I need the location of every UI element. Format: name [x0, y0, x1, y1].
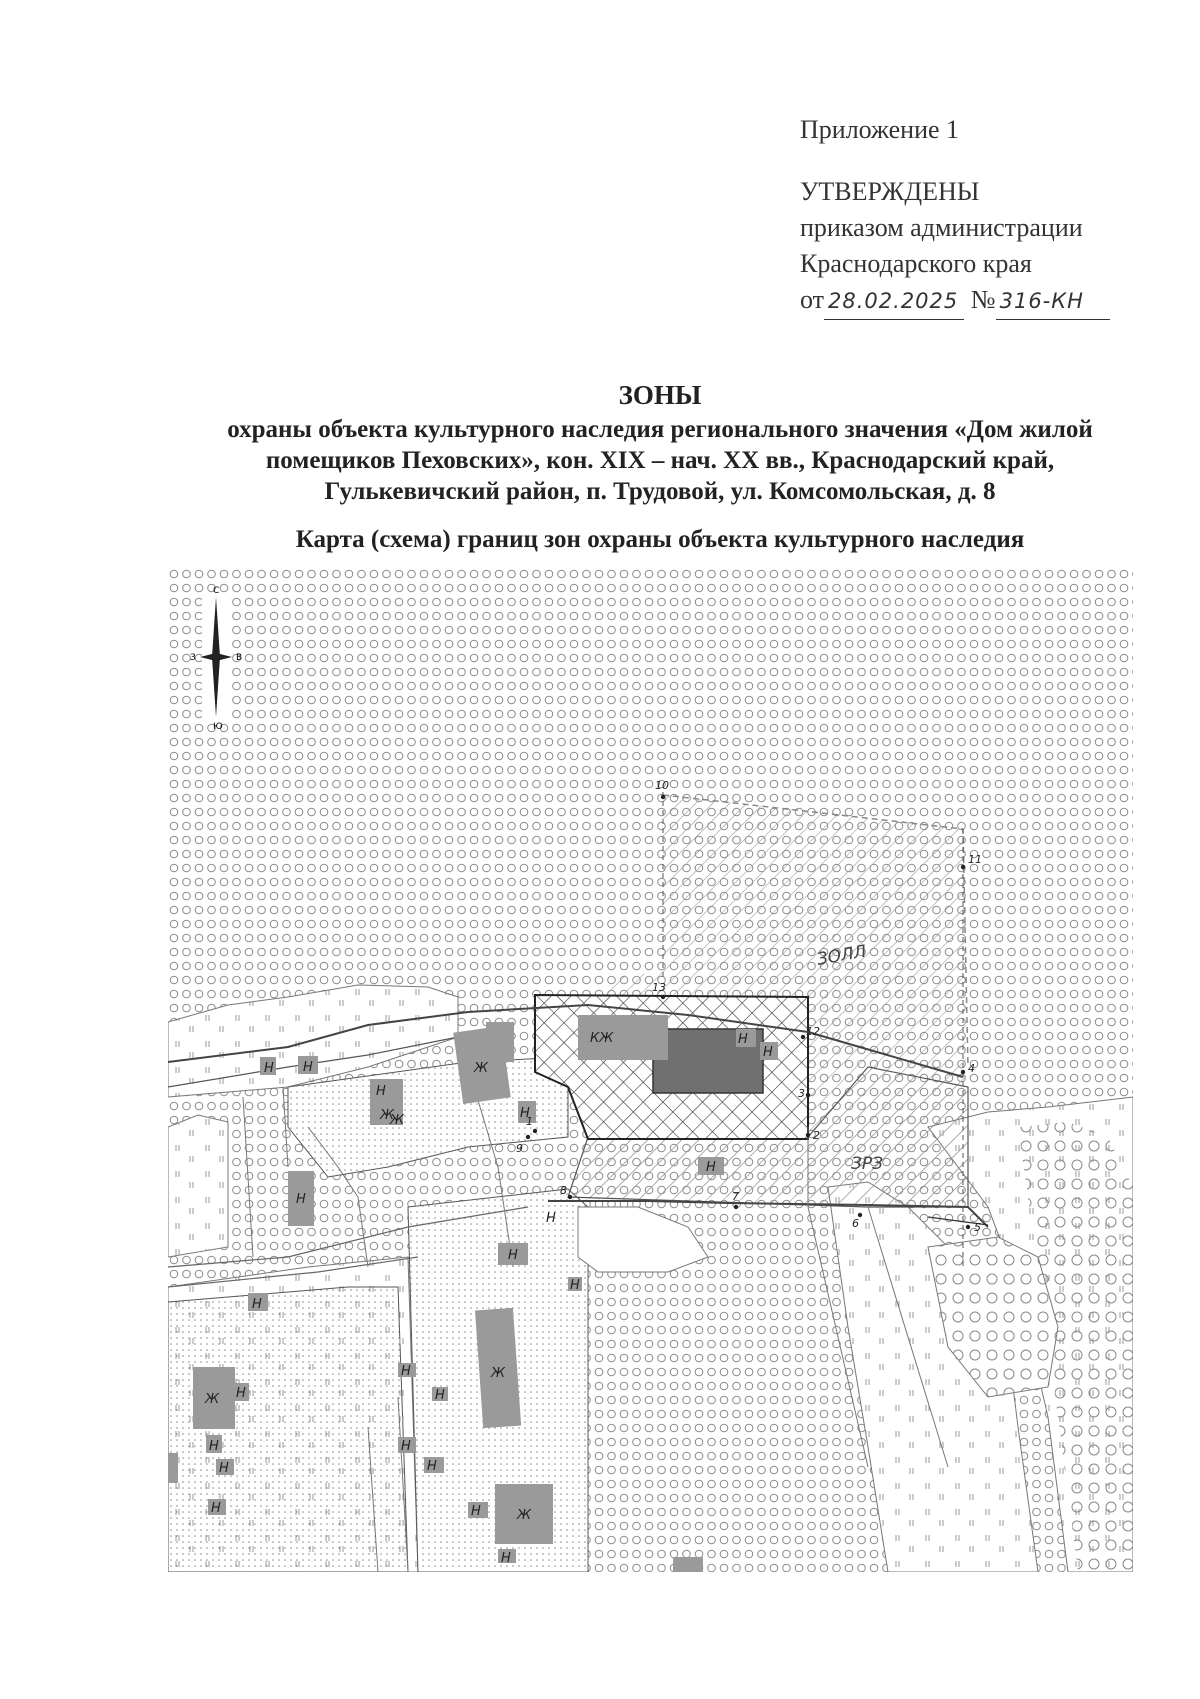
- label-n: Н: [763, 1045, 773, 1060]
- point-12: 12: [806, 1025, 820, 1038]
- point-3: 3: [798, 1087, 805, 1100]
- zone-label-zrz: ЗРЗ: [851, 1154, 884, 1174]
- date-prefix: от: [800, 285, 825, 314]
- point-6: 6: [852, 1217, 859, 1230]
- label-n: Н: [376, 1084, 386, 1099]
- title-heading: ЗОНЫ: [618, 380, 702, 410]
- point-13: 13: [652, 981, 666, 994]
- label-n: Н: [427, 1459, 437, 1474]
- label-n: Н: [546, 1211, 556, 1226]
- label-n: Н: [706, 1160, 716, 1175]
- label-n: Н: [401, 1364, 411, 1379]
- point-7: 7: [732, 1190, 739, 1203]
- label-kzh: КЖ: [590, 1031, 614, 1046]
- label-zh: Ж: [474, 1061, 489, 1076]
- point-11: 11: [968, 853, 982, 866]
- order-date: 28.02.2025: [824, 283, 964, 320]
- compass-south: Ю: [213, 722, 223, 732]
- compass-east: В: [236, 653, 243, 663]
- label-n: Н: [401, 1439, 411, 1454]
- label-n: Н: [209, 1439, 219, 1454]
- protection-zones-map: [168, 567, 1133, 1572]
- order-number: 316-КН: [996, 283, 1110, 320]
- label-zh: Ж: [491, 1366, 506, 1381]
- label-n: Н: [211, 1501, 221, 1516]
- label-n: Н: [508, 1248, 518, 1263]
- zone-label-zoll: ЗОЛЛ: [815, 941, 868, 970]
- point-9: 9: [516, 1142, 523, 1155]
- document-title: [190, 378, 1130, 555]
- label-zh: Ж: [205, 1392, 220, 1407]
- point-1: 1: [526, 1115, 533, 1128]
- approval-block: [800, 112, 1110, 320]
- label-zh: Ж: [380, 1108, 395, 1123]
- label-n: Н: [252, 1297, 262, 1312]
- label-n: Н: [570, 1278, 580, 1293]
- point-10: 10: [655, 779, 669, 792]
- label-n: Н: [303, 1060, 313, 1075]
- label-n: Н: [296, 1192, 306, 1207]
- label-n: Н: [501, 1551, 511, 1566]
- label-n: Н: [520, 1106, 530, 1121]
- dotted-parcel-2: [168, 1287, 408, 1572]
- label-n: Н: [471, 1504, 481, 1519]
- label-n: Н: [219, 1461, 229, 1476]
- label-zh: Ж: [517, 1508, 532, 1523]
- label-n: Н: [264, 1061, 274, 1076]
- point-4: 4: [968, 1062, 975, 1075]
- point-5: 5: [974, 1221, 981, 1234]
- point-8: 8: [560, 1184, 567, 1197]
- label-n: Н: [236, 1386, 246, 1401]
- compass-west: З: [190, 653, 196, 663]
- point-2: 2: [813, 1129, 820, 1142]
- number-prefix: №: [970, 285, 996, 314]
- building: [168, 1453, 178, 1483]
- title-subject: охраны объекта культурного наследия регионального значения «Дом жилой помещиков Пеховских», кон. XIX – нач. XX вв., Краснодарский край, Гулькевичский район, п. Трудовой, ул. Комсомольская, д. 8: [227, 416, 1093, 505]
- label-n: Н: [738, 1032, 748, 1047]
- compass-north: С: [213, 586, 220, 596]
- order-date-line: [800, 282, 1110, 320]
- label-n: Н: [435, 1388, 445, 1403]
- approved-label: УТВЕРЖДЕНЫ: [800, 177, 980, 206]
- map-caption: Карта (схема) границ зон охраны объекта культурного наследия: [295, 526, 1025, 553]
- region-label: Краснодарского края: [800, 249, 1032, 278]
- label-zh: Ж: [390, 1113, 405, 1128]
- building: [673, 1557, 703, 1572]
- appendix-label: Приложение 1: [800, 115, 960, 144]
- by-order-label: приказом администрации: [800, 213, 1083, 242]
